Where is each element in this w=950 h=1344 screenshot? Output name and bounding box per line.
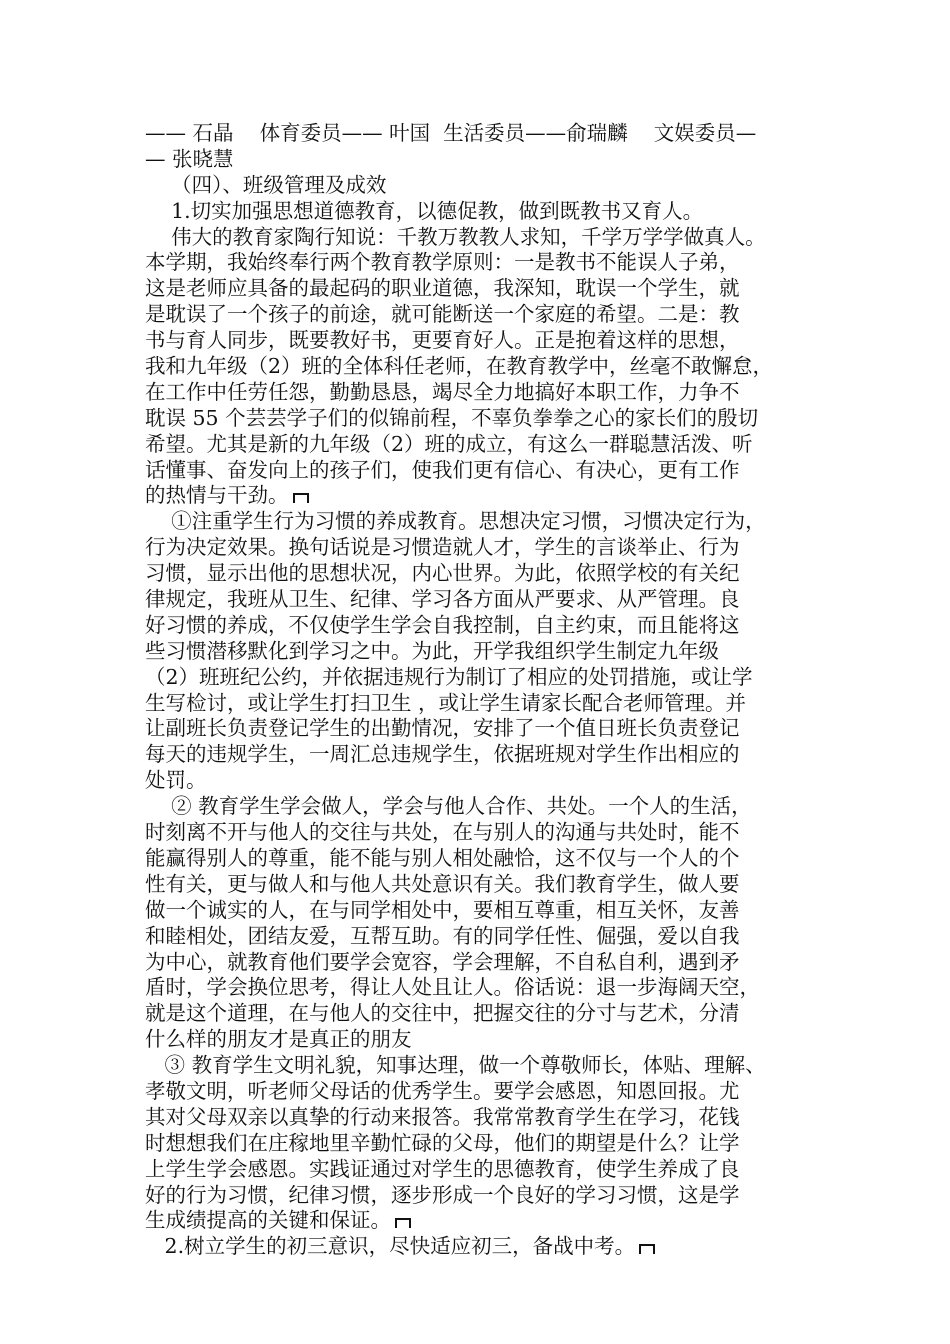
- text-line: 时想想我们在庄稼地里辛勤忙碌的父母，他们的期望是什么？让学: [145, 1130, 740, 1155]
- paragraph-mark-icon: [395, 1218, 411, 1228]
- text-line: 些习惯潜移默化到学习之中。为此，开学我组织学生制定九年级: [145, 638, 719, 663]
- text-line: 行为决定效果。换句话说是习惯造就人才，学生的言谈举止、行为: [145, 535, 740, 560]
- text-line: 让副班长负责登记学生的出勤情况，安排了一个值日班长负责登记: [145, 716, 740, 741]
- text-line: 生写检讨，或让学生打扫卫生 ，或让学生请家长配合老师管理。并: [145, 690, 747, 715]
- text-line: 其对父母双亲以真挚的行动来报答。我常常教育学生在学习，花钱: [145, 1104, 740, 1129]
- text-line: 孝敬文明，听老师父母话的优秀学生。要学会感恩，知恩回报。尤: [145, 1078, 740, 1103]
- text-line: ①注重学生行为习惯的养成教育。思想决定习惯，习惯决定行为，: [145, 509, 766, 534]
- text-line: ③ 教育学生文明礼貌，知事达理，做一个尊敬师长，体贴、理解、: [145, 1053, 766, 1078]
- text-line: 书与育人同步，既要教好书，更要育好人。正是抱着这样的思想，: [145, 328, 740, 353]
- text-line: 上学生学会感恩。实践证通过对学生的思德教育，使学生养成了良: [145, 1156, 740, 1181]
- paragraph-mark-icon: [293, 493, 309, 503]
- text-line: （2）班班纪公约，并依据违规行为制订了相应的处罚措施，或让学: [145, 664, 753, 689]
- text-line: 伟大的教育家陶行知说：千教万教教人求知，千学万学学做真人。: [145, 224, 766, 249]
- text-line: 希望。尤其是新的九年级（2）班的成立，有这么一群聪慧活泼、听: [145, 431, 753, 456]
- text-line: 每天的违规学生，一周汇总违规学生，依据班规对学生作出相应的: [145, 742, 740, 767]
- text-line: 习惯，显示出他的思想状况，内心世界。为此，依照学校的有关纪: [145, 561, 740, 586]
- text-line: 我和九年级（2）班的全体科任老师，在教育教学中，丝毫不敢懈怠，: [145, 354, 774, 379]
- text-line-with-mark: [145, 483, 825, 509]
- text-line: 这是老师应具备的最起码的职业道德，我深知，耽误一个学生，就: [145, 276, 740, 301]
- text-line: 盾时，学会换位思考，得让人处且让人。俗话说：退一步海阔天空，: [145, 975, 760, 1000]
- subsection-heading: 1.切实加强思想道德教育，以德促教，做到既教书又育人。: [145, 198, 704, 223]
- text-line: — 张晓慧: [145, 146, 234, 171]
- text-line: 性有关，更与做人和与他人共处意识有关。我们教育学生，做人要: [145, 871, 740, 896]
- text-line: 处罚。: [145, 768, 207, 793]
- text-line: 在工作中任劳任怨，勤勤恳恳，竭尽全力地搞好本职工作，力争不: [145, 379, 740, 404]
- text-line: 生成绩提高的关键和保证。: [145, 1208, 391, 1233]
- text-line: 耽误 55 个芸芸学子们的似锦前程，不辜负拳拳之心的家长们的殷切: [145, 405, 759, 430]
- text-line: 为中心，就教育他们要学会宽容，学会理解，不自私自利，遇到矛: [145, 949, 740, 974]
- text-line: ② 教育学生学会做人，学会与他人合作、共处。一个人的生活，: [145, 794, 752, 819]
- text-line: —— 石晶 体育委员—— 叶国 生活委员——俞瑞麟 文娱委员—: [145, 121, 757, 145]
- text-line: 律规定，我班从卫生、纪律、学习各方面从严要求、从严管理。良: [145, 587, 740, 612]
- section-heading: （四）、班级管理及成效: [145, 172, 387, 197]
- text-line: 时刻离不开与他人的交往与共处，在与别人的沟通与共处时，能不: [145, 820, 740, 845]
- text-line: 本学期，我始终奉行两个教育教学原则：一是教书不能误人子弟，: [145, 250, 740, 275]
- text-line: 话懂事、奋发向上的孩子们，使我们更有信心、有决心，更有工作: [145, 457, 740, 482]
- text-line-with-mark: [145, 1208, 825, 1234]
- text-line: 的热情与干劲。: [145, 483, 289, 508]
- text-line: 好习惯的养成，不仅使学生学会自我控制，自主约束，而且能将这: [145, 612, 740, 637]
- text-line: 能赢得别人的尊重，能不能与别人相处融恰，这不仅与一个人的个: [145, 845, 740, 870]
- text-line: 好的行为习惯，纪律习惯，逐步形成一个良好的学习习惯，这是学: [145, 1182, 740, 1207]
- text-line-with-mark: [145, 1234, 825, 1260]
- paragraph-mark-icon: [639, 1244, 655, 1254]
- text-line: 就是这个道理，在与他人的交往中，把握交往的分寸与艺术，分清: [145, 1001, 740, 1026]
- text-line: 和睦相处，团结友爱，互帮互助。有的同学任性、倔强，爱以自我: [145, 923, 740, 948]
- text-line: 是耽误了一个孩子的前途，就可能断送一个家庭的希望。二是：教: [145, 302, 740, 327]
- text-line: 什么样的朋友才是真正的朋友: [145, 1027, 412, 1052]
- subsection-heading: 2.树立学生的初三意识，尽快适应初三，备战中考。: [145, 1234, 636, 1259]
- text-line: 做一个诚实的人，在与同学相处中，要相互尊重，相互关怀，友善: [145, 897, 740, 922]
- body-text: [145, 121, 825, 1260]
